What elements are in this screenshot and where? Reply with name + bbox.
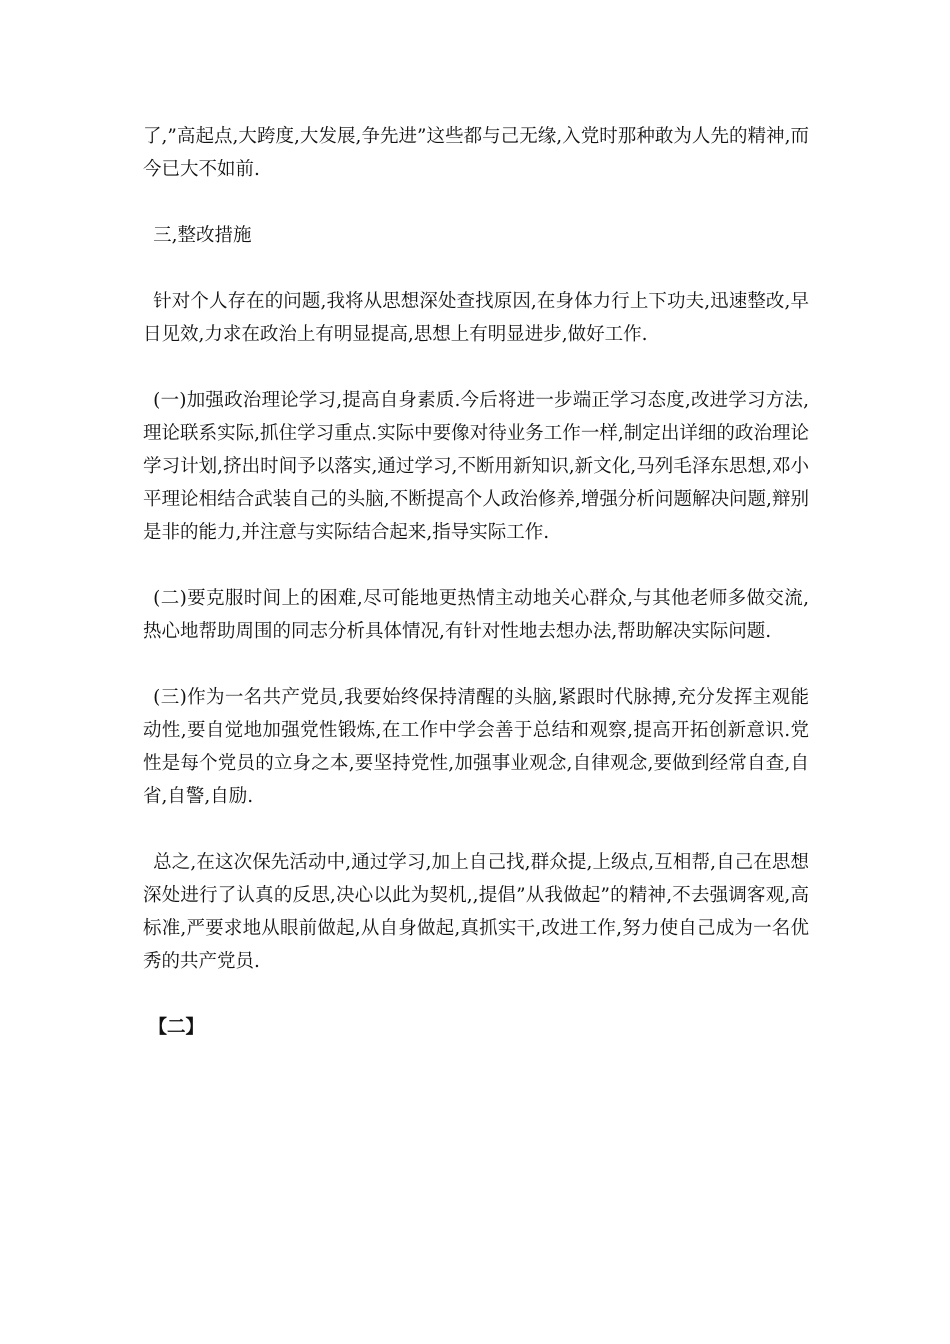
- section-heading-rectification: 三,整改措施: [153, 225, 252, 246]
- paragraph-measure-1: (一)加强政治理论学习,提高自身素质.今后将进一步端正学习态度,改进学习方法,理论联系实际,抓住学习重点.实际中要像对待业务工作一样,制定出详细的政治理论学习计划,挤出时间予以落实,通过学习,不断用新知识,新文化,马列毛泽东思想,邓小平理论相结合武装自己的头脑,不断提高个人政治修养,增强分析问题解决问题,辩别是非的能力,并注意与实际结合起来,指导实际工作.: [143, 390, 809, 543]
- paragraph-measure-3: (三)作为一名共产党员,我要始终保持清醒的头脑,紧跟时代脉搏,充分发挥主观能动性,要自觉地加强党性锻炼,在工作中学会善于总结和观察,提高开拓创新意识.党性是每个党员的立身之本,要坚持党性,加强事业观念,自律观念,要做到经常自查,自省,自警,自励.: [143, 687, 809, 807]
- document-body: [143, 120, 809, 1044]
- paragraph-intro: 针对个人存在的问题,我将从思想深处查找原因,在身体力行上下功夫,迅速整改,早日见效,力求在政治上有明显提高,思想上有明显进步,做好工作.: [143, 291, 809, 345]
- paragraph-conclusion: 总之,在这次保先活动中,通过学习,加上自己找,群众提,上级点,互相帮,自己在思想深处进行了认真的反思,决心以此为契机,,提倡”从我做起”的精神,不去强调客观,高标准,严要求地从眼前做起,从自身做起,真抓实干,改进工作,努力使自己成为一名优秀的共产党员.: [143, 852, 809, 972]
- section-marker-two: 【二】: [148, 1017, 205, 1038]
- paragraph-continuation: 了,”高起点,大跨度,大发展,争先进”这些都与己无缘,入党时那种敢为人先的精神,而今已大不如前.: [143, 126, 809, 180]
- paragraph-measure-2: (二)要克服时间上的困难,尽可能地更热情主动地关心群众,与其他老师多做交流,热心地帮助周围的同志分析具体情况,有针对性地去想办法,帮助解决实际问题.: [143, 588, 809, 642]
